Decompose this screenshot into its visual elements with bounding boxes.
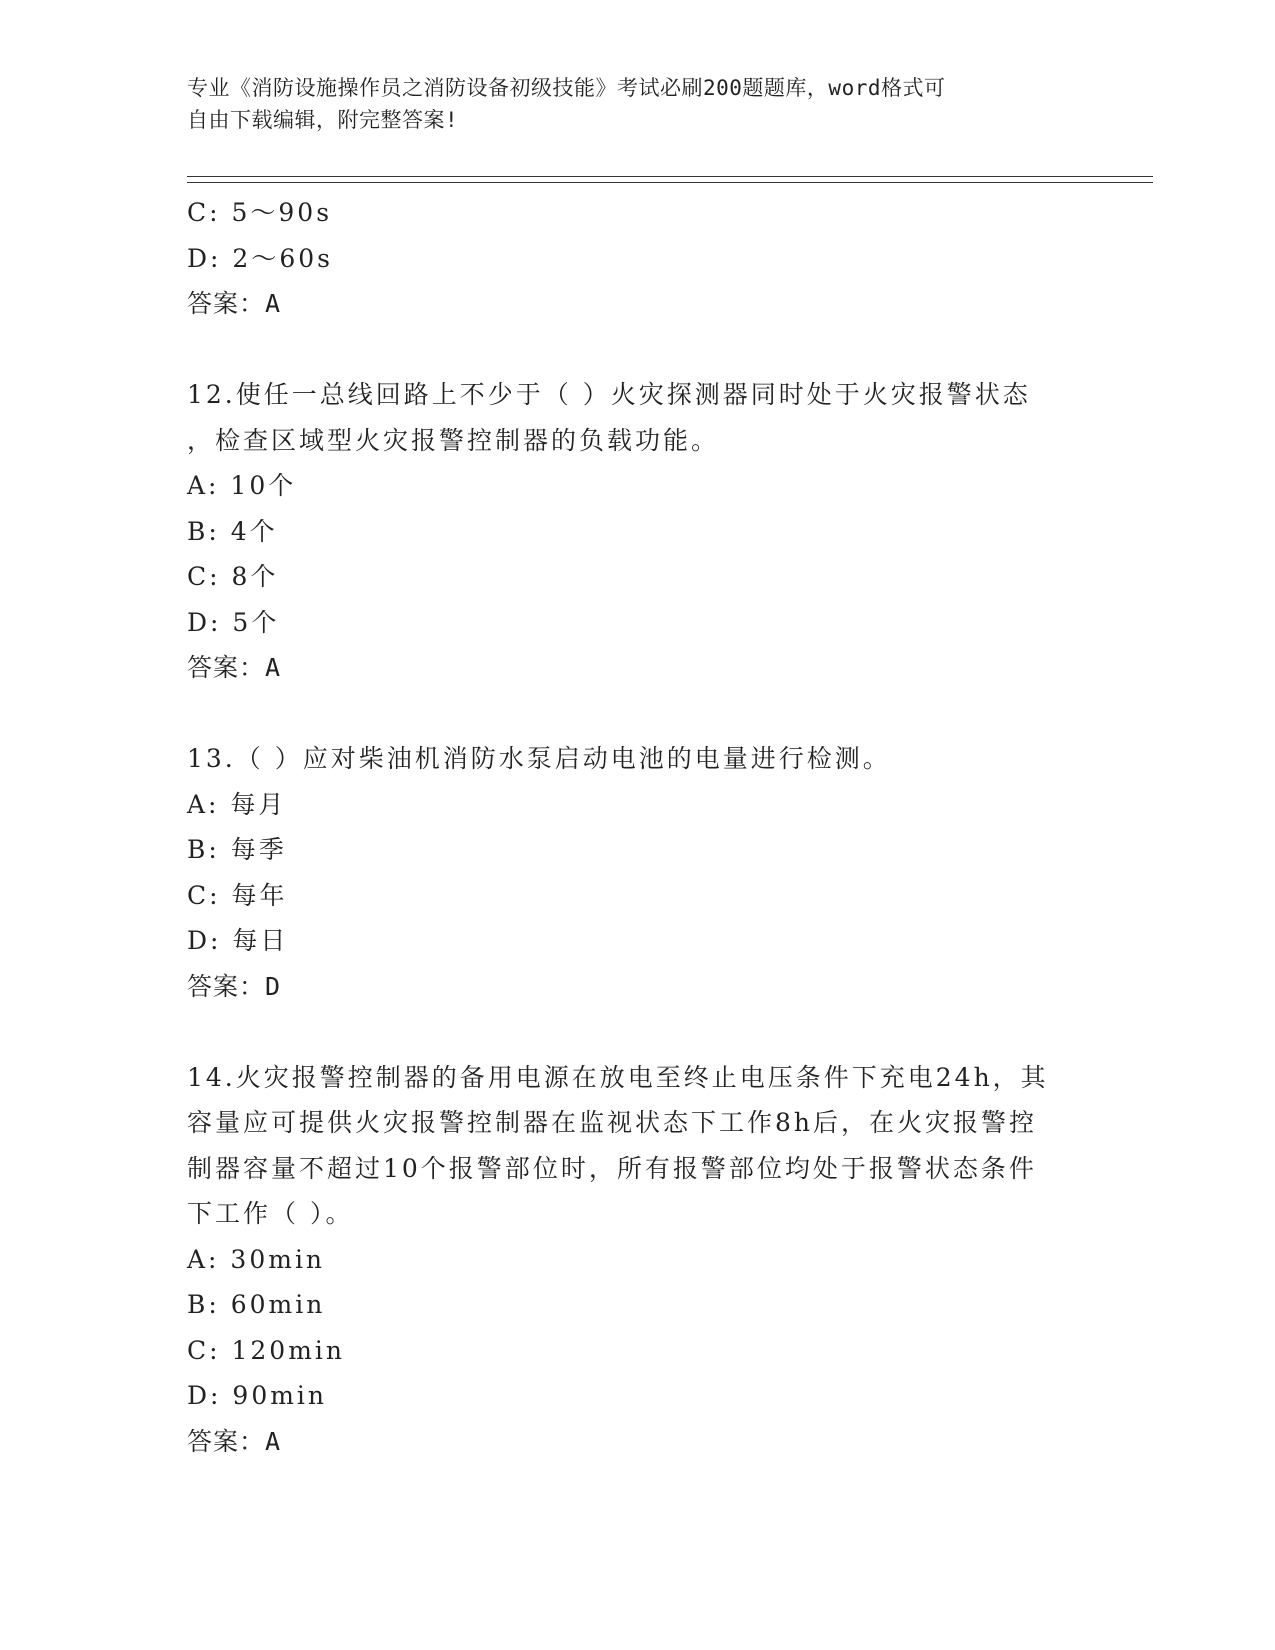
option-b: B: 60min — [187, 1290, 326, 1319]
answer-value: A — [265, 289, 282, 318]
answer-value: D — [265, 971, 282, 1001]
question-13 — [187, 736, 1087, 1009]
question-text-line: 下工作（ ）。 — [187, 1199, 354, 1228]
answer-line — [187, 281, 1087, 327]
option-a: A: 每月 — [187, 789, 287, 819]
question-11-tail — [187, 190, 1087, 327]
answer-label: 答案： — [187, 1426, 266, 1456]
answer-value: A — [265, 1426, 282, 1456]
question-text-line: 13.（ ）应对柴油机消防水泵启动电池的电量进行检测。 — [187, 744, 891, 773]
option-d: D: 每日 — [187, 926, 289, 955]
answer-line — [187, 964, 1087, 1010]
question-list — [187, 190, 1087, 1464]
answer-label: 答案： — [187, 971, 266, 1001]
option-a: A: 10个 — [187, 471, 297, 500]
header-divider-top — [187, 176, 1153, 177]
answer-label: 答案： — [187, 653, 266, 682]
answer-value: A — [265, 653, 282, 682]
question-text-line: 14.火灾报警控制器的备用电源在放电至终止电压条件下充电24h，其 — [187, 1062, 1049, 1092]
question-12 — [187, 372, 1087, 691]
option-b: B: 4个 — [187, 516, 278, 546]
header-divider-bottom — [187, 182, 1153, 183]
header-line-1: 专业《消防设施操作员之消防设备初级技能》考试必刷200题题库，word格式可 — [187, 76, 946, 100]
option-c: C: 每年 — [187, 880, 288, 910]
spacer — [187, 327, 1087, 373]
question-text-line: 容量应可提供火灾报警控制器在监视状态下工作8h后，在火灾报警控 — [187, 1108, 1038, 1137]
option-c: C: 8个 — [187, 562, 279, 591]
option-d: D: 2～60s — [187, 243, 333, 273]
option-c: C: 120min — [187, 1335, 346, 1365]
answer-label: 答案： — [187, 289, 266, 318]
option-b: B: 每季 — [187, 835, 287, 864]
spacer — [187, 691, 1087, 737]
spacer — [187, 1009, 1087, 1055]
header-line-2: 自由下载编辑，附完整答案! — [187, 108, 459, 132]
option-a: A: 30min — [187, 1244, 326, 1274]
option-d: D: 5个 — [187, 607, 280, 637]
answer-line — [187, 645, 1087, 691]
question-text-line: ，检查区域型火灾报警控制器的负载功能。 — [187, 425, 720, 455]
question-text-line: 制器容量不超过10个报警部位时，所有报警部位均处于报警状态条件 — [187, 1153, 1037, 1183]
question-text-line: 12.使任一总线回路上不少于（ ）火灾探测器同时处于火灾报警状态 — [187, 380, 1031, 409]
answer-line — [187, 1419, 1087, 1465]
question-14 — [187, 1055, 1087, 1465]
option-c: C: 5～90s — [187, 198, 333, 227]
option-d: D: 90min — [187, 1381, 328, 1410]
document-header — [187, 72, 1067, 136]
